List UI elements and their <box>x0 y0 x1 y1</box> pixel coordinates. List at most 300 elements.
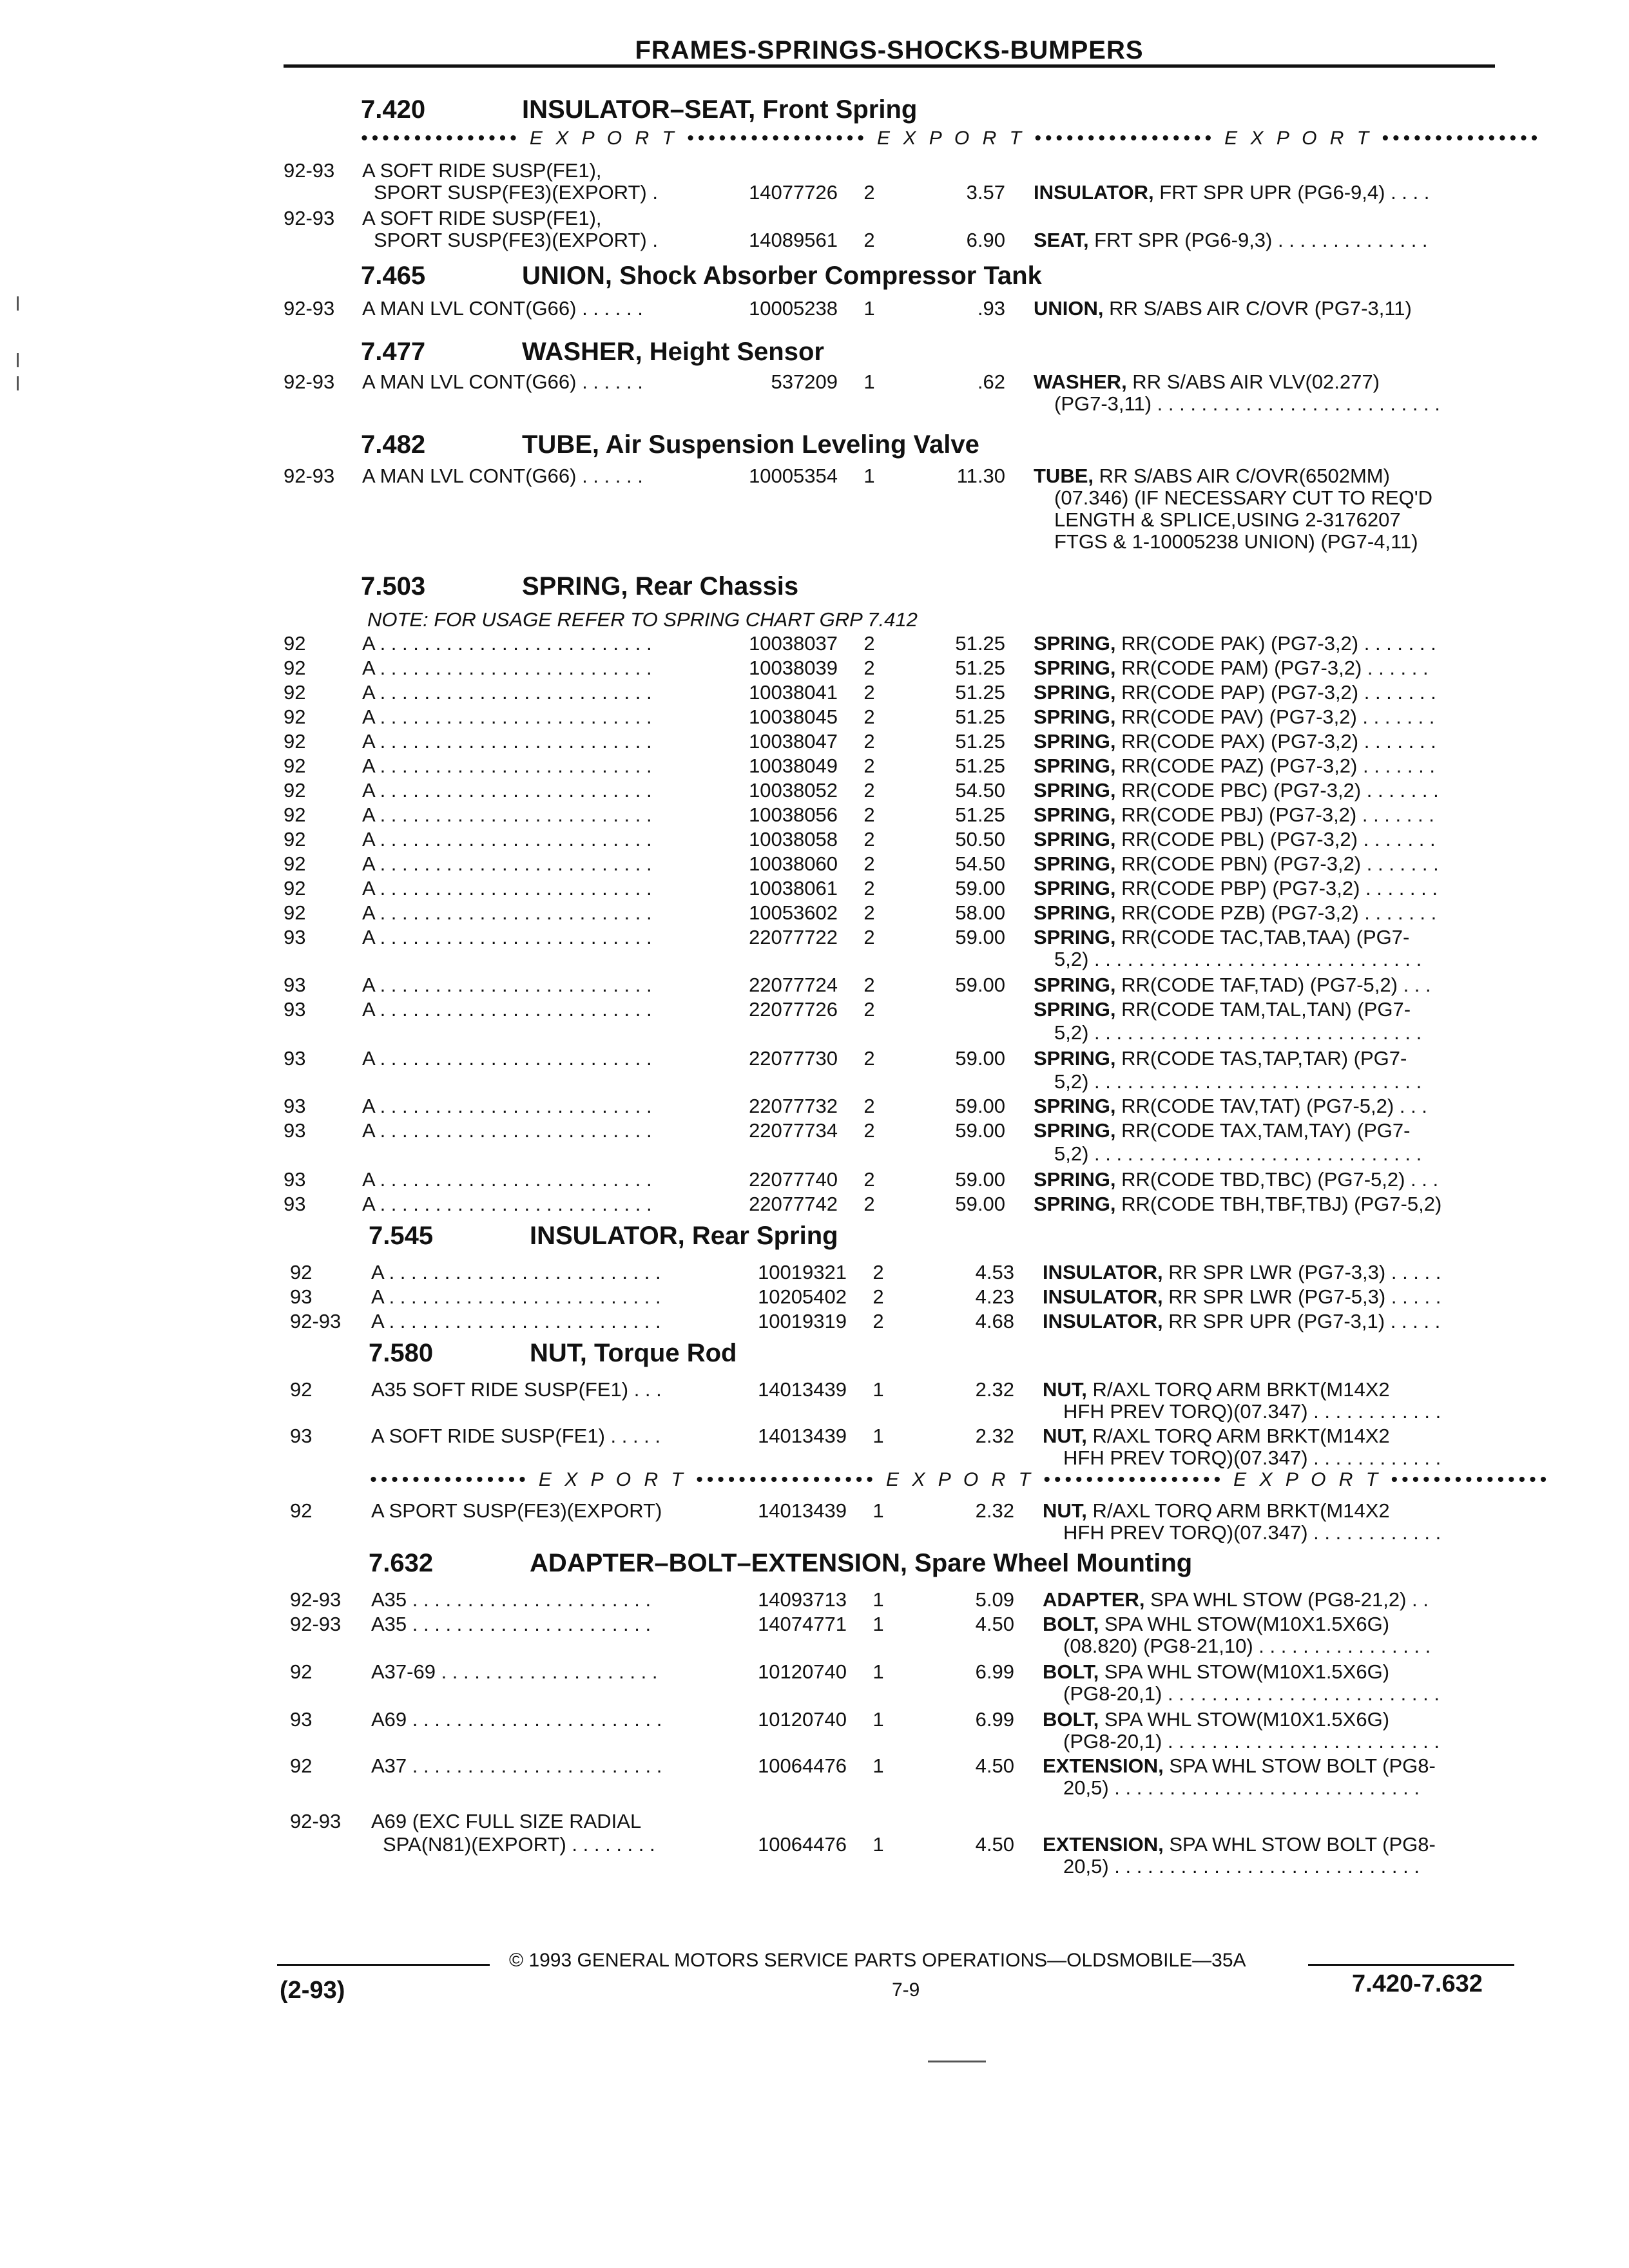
part-description-continued: LENGTH & SPLICE,USING 2-3176207 <box>1054 508 1401 531</box>
part-number: 10038058 <box>749 828 838 850</box>
part-number: 10019321 <box>758 1261 847 1283</box>
section-title: ADAPTER–BOLT–EXTENSION, Spare Wheel Mounting <box>530 1549 1193 1577</box>
part-number: 10005354 <box>749 465 838 487</box>
quantity: 2 <box>863 1047 875 1070</box>
part-name: SPRING, <box>1034 1095 1116 1117</box>
part-number: 10038056 <box>749 803 838 826</box>
model-usage: A . . . . . . . . . . . . . . . . . . . . . . . . . <box>362 1095 652 1117</box>
price: 4.53 <box>975 1261 1014 1283</box>
part-name: NUT, <box>1043 1499 1087 1522</box>
model-usage: A SPORT SUSP(FE3)(EXPORT) <box>371 1499 662 1522</box>
part-number: 10038060 <box>749 852 838 875</box>
part-name: SPRING, <box>1034 877 1116 899</box>
part-detail: FRT SPR (PG6-9,3) . . . . . . . . . . . . . . <box>1088 229 1428 251</box>
quantity: 1 <box>872 1499 884 1522</box>
model-year: 92 <box>290 1499 313 1522</box>
part-detail: RR(CODE PBN) (PG7-3,2) . . . . . . . <box>1115 852 1439 875</box>
quantity: 1 <box>872 1833 884 1856</box>
quantity: 2 <box>863 632 875 655</box>
price: 59.00 <box>955 1119 1005 1142</box>
part-name: INSULATOR, <box>1043 1285 1163 1308</box>
part-name: SPRING, <box>1034 730 1116 753</box>
scan-mark <box>17 353 19 367</box>
price: 4.50 <box>975 1613 1014 1635</box>
part-detail: SPA WHL STOW BOLT (PG8- <box>1163 1833 1436 1856</box>
part-number: 10120740 <box>758 1708 847 1731</box>
part-detail: R/AXL TORQ ARM BRKT(M14X2 <box>1086 1378 1390 1401</box>
price: 51.25 <box>955 681 1005 704</box>
section-number: 7.420 <box>361 95 426 124</box>
model-year: 92-93 <box>284 297 335 320</box>
part-detail: RR S/ABS AIR C/OVR(6502MM) <box>1094 465 1390 487</box>
part-name: WASHER, <box>1034 370 1127 393</box>
model-year: 92-93 <box>290 1810 342 1832</box>
part-number: 22077730 <box>749 1047 838 1070</box>
model-year: 92 <box>290 1261 313 1283</box>
part-detail: RR(CODE PAP) (PG7-3,2) . . . . . . . <box>1115 681 1436 704</box>
part-description-continued: 20,5) . . . . . . . . . . . . . . . . . . . . . . . . . . . . <box>1063 1776 1420 1799</box>
export-banner: ••••••••••••••• E X P O R T ••••••••••••••••• E X P O R T ••••••••••••••••• E X P O R T ••••••••••••••• <box>361 128 1541 149</box>
model-year: 92 <box>284 828 306 850</box>
model-year: 93 <box>284 1095 306 1117</box>
model-year: 92 <box>284 779 306 802</box>
section-title: INSULATOR–SEAT, Front Spring <box>522 95 918 124</box>
quantity: 2 <box>863 974 875 996</box>
part-description <box>1043 1499 1390 1523</box>
price: 4.50 <box>975 1833 1014 1856</box>
part-description <box>1034 729 1436 754</box>
part-number: 14093713 <box>758 1588 847 1611</box>
model-year: 92 <box>290 1660 313 1683</box>
part-number: 14013439 <box>758 1425 847 1447</box>
model-year: 92 <box>284 706 306 728</box>
price: 51.25 <box>955 657 1005 679</box>
quantity: 2 <box>863 901 875 924</box>
part-name: BOLT, <box>1043 1613 1099 1635</box>
part-name: SPRING, <box>1034 1168 1116 1191</box>
quantity: 2 <box>872 1285 884 1308</box>
model-usage: A . . . . . . . . . . . . . . . . . . . . . . . . . <box>362 730 652 753</box>
quantity: 2 <box>863 998 875 1021</box>
part-description <box>1034 803 1434 827</box>
section-number: 7.482 <box>361 430 426 459</box>
part-number: 10064476 <box>758 1754 847 1777</box>
price: 59.00 <box>955 1047 1005 1070</box>
part-detail: RR SPR LWR (PG7-3,3) . . . . . <box>1162 1261 1441 1283</box>
quantity: 1 <box>863 370 875 393</box>
export-banner: ••••••••••••••• E X P O R T ••••••••••••••••• E X P O R T ••••••••••••••••• E X P O R T ••••••••••••••• <box>370 1469 1550 1490</box>
scan-mark <box>928 2061 986 2062</box>
model-usage: A . . . . . . . . . . . . . . . . . . . . . . . . . <box>371 1261 661 1283</box>
part-name: SPRING, <box>1034 803 1116 826</box>
section-title: NUT, Torque Rod <box>530 1339 737 1367</box>
model-usage: A37 . . . . . . . . . . . . . . . . . . . . . . . <box>371 1754 662 1777</box>
quantity: 1 <box>863 465 875 487</box>
price: 59.00 <box>955 877 1005 899</box>
quantity: 2 <box>863 877 875 899</box>
part-name: SEAT, <box>1034 229 1089 251</box>
quantity: 2 <box>863 828 875 850</box>
part-description <box>1034 631 1436 656</box>
model-usage: A69 . . . . . . . . . . . . . . . . . . . . . . . <box>371 1708 662 1731</box>
part-number: 10038052 <box>749 779 838 802</box>
part-detail: RR(CODE PBC) (PG7-3,2) . . . . . . . <box>1115 779 1439 802</box>
price: 59.00 <box>955 1193 1005 1215</box>
part-number: 10038041 <box>749 681 838 704</box>
scan-mark <box>17 376 19 390</box>
footer-page-number: 7-9 <box>892 1979 920 2001</box>
model-usage: A . . . . . . . . . . . . . . . . . . . . . . . . . <box>362 632 652 655</box>
part-detail: FRT SPR UPR (PG6-9,4) . . . . <box>1153 181 1430 204</box>
part-number: 537209 <box>771 370 838 393</box>
model-usage: A SOFT RIDE SUSP(FE1), <box>362 159 602 182</box>
part-detail: RR S/ABS AIR C/OVR (PG7-3,11) <box>1103 297 1412 320</box>
part-description <box>1034 228 1428 253</box>
quantity: 1 <box>872 1754 884 1777</box>
part-name: SPRING, <box>1034 998 1116 1021</box>
price: 59.00 <box>955 926 1005 948</box>
section-title: SPRING, Rear Chassis <box>522 572 799 601</box>
quantity: 2 <box>863 1119 875 1142</box>
model-usage: A . . . . . . . . . . . . . . . . . . . . . . . . . <box>371 1310 661 1332</box>
quantity: 2 <box>863 706 875 728</box>
part-description <box>1043 1707 1389 1732</box>
part-description <box>1034 827 1436 852</box>
model-usage: A35 . . . . . . . . . . . . . . . . . . . . . . <box>371 1613 651 1635</box>
section-title: TUBE, Air Suspension Leveling Valve <box>522 430 979 459</box>
part-description-continued: (PG8-20,1) . . . . . . . . . . . . . . . . . . . . . . . . . <box>1063 1730 1440 1753</box>
part-detail: RR(CODE PAK) (PG7-3,2) . . . . . . . <box>1115 632 1436 655</box>
model-usage-continued: SPORT SUSP(FE3)(EXPORT) . <box>374 181 658 204</box>
part-number: 22077726 <box>749 998 838 1021</box>
part-description <box>1034 705 1434 729</box>
part-description-continued: FTGS & 1-10005238 UNION) (PG7-4,11) <box>1054 530 1418 553</box>
price: 6.90 <box>966 229 1005 251</box>
part-description <box>1034 876 1438 901</box>
section-number: 7.465 <box>361 262 426 290</box>
model-year: 93 <box>284 1168 306 1191</box>
model-usage: A . . . . . . . . . . . . . . . . . . . . . . . . . <box>362 1193 652 1215</box>
model-usage: A SOFT RIDE SUSP(FE1), <box>362 207 602 229</box>
model-usage: A . . . . . . . . . . . . . . . . . . . . . . . . . <box>362 974 652 996</box>
model-usage: A35 SOFT RIDE SUSP(FE1) . . . <box>371 1378 662 1401</box>
footer-rule-left <box>277 1964 490 1966</box>
part-name: INSULATOR, <box>1043 1261 1163 1283</box>
part-name: SPRING, <box>1034 681 1116 704</box>
part-detail: RR(CODE PBP) (PG7-3,2) . . . . . . . <box>1115 877 1438 899</box>
part-detail: RR(CODE TAM,TAL,TAN) (PG7- <box>1115 998 1411 1021</box>
part-description <box>1043 1832 1436 1857</box>
part-description <box>1034 680 1436 705</box>
model-usage: A MAN LVL CONT(G66) . . . . . . <box>362 465 643 487</box>
part-name: INSULATOR, <box>1034 181 1154 204</box>
part-detail: RR(CODE TAX,TAM,TAY) (PG7- <box>1115 1119 1411 1142</box>
model-year: 92-93 <box>290 1588 342 1611</box>
part-name: INSULATOR, <box>1043 1310 1163 1332</box>
model-year: 92-93 <box>284 207 335 229</box>
model-usage: A . . . . . . . . . . . . . . . . . . . . . . . . . <box>362 803 652 826</box>
quantity: 2 <box>863 803 875 826</box>
price: 58.00 <box>955 901 1005 924</box>
part-name: SPRING, <box>1034 852 1116 875</box>
part-number: 22077732 <box>749 1095 838 1117</box>
quantity: 2 <box>863 181 875 204</box>
part-name: EXTENSION, <box>1043 1833 1164 1856</box>
part-name: NUT, <box>1043 1425 1087 1447</box>
quantity: 2 <box>863 730 875 753</box>
model-year: 93 <box>284 1119 306 1142</box>
model-year: 93 <box>284 998 306 1021</box>
model-usage: A . . . . . . . . . . . . . . . . . . . . . . . . . <box>362 754 652 777</box>
model-year: 92 <box>284 730 306 753</box>
part-number: 22077740 <box>749 1168 838 1191</box>
part-name: ADAPTER, <box>1043 1588 1145 1611</box>
part-number: 14077726 <box>749 181 838 204</box>
model-year: 92 <box>284 754 306 777</box>
part-name: SPRING, <box>1034 974 1116 996</box>
part-detail: R/AXL TORQ ARM BRKT(M14X2 <box>1086 1499 1390 1522</box>
part-description <box>1043 1424 1390 1448</box>
model-usage: A . . . . . . . . . . . . . . . . . . . . . . . . . <box>362 706 652 728</box>
part-description <box>1034 778 1439 803</box>
part-name: SPRING, <box>1034 926 1116 948</box>
part-description <box>1043 1285 1441 1309</box>
model-usage: A MAN LVL CONT(G66) . . . . . . <box>362 297 643 320</box>
part-description <box>1034 901 1436 925</box>
quantity: 1 <box>872 1708 884 1731</box>
model-usage: A37-69 . . . . . . . . . . . . . . . . . . . . <box>371 1660 658 1683</box>
price: 6.99 <box>975 1708 1014 1731</box>
model-year: 92 <box>290 1378 313 1401</box>
price: 4.23 <box>975 1285 1014 1308</box>
part-number: 10019319 <box>758 1310 847 1332</box>
part-description <box>1034 1094 1427 1119</box>
model-year: 92-93 <box>290 1613 342 1635</box>
price: 54.50 <box>955 779 1005 802</box>
part-name: TUBE, <box>1034 465 1094 487</box>
footer-rule-right <box>1308 1964 1514 1966</box>
model-usage: A . . . . . . . . . . . . . . . . . . . . . . . . . <box>362 998 652 1021</box>
part-name: SPRING, <box>1034 901 1116 924</box>
part-description <box>1043 1588 1429 1612</box>
price: 2.32 <box>975 1425 1014 1447</box>
part-detail: RR(CODE TAF,TAD) (PG7-5,2) . . . <box>1115 974 1431 996</box>
part-number: 10205402 <box>758 1285 847 1308</box>
price: 2.32 <box>975 1499 1014 1522</box>
part-number: 14089561 <box>749 229 838 251</box>
part-detail: RR(CODE TAS,TAP,TAR) (PG7- <box>1115 1047 1407 1070</box>
model-year: 92 <box>284 803 306 826</box>
quantity: 1 <box>872 1660 884 1683</box>
quantity: 2 <box>863 1095 875 1117</box>
part-detail: RR(CODE PZB) (PG7-3,2) . . . . . . . <box>1115 901 1437 924</box>
price: 4.50 <box>975 1754 1014 1777</box>
price: 59.00 <box>955 1095 1005 1117</box>
part-number: 10038049 <box>749 754 838 777</box>
part-description <box>1034 1168 1438 1192</box>
part-number: 14013439 <box>758 1378 847 1401</box>
part-detail: RR(CODE TBH,TBF,TBJ) (PG7-5,2) <box>1115 1193 1442 1215</box>
part-description <box>1034 656 1429 680</box>
part-name: SPRING, <box>1034 1047 1116 1070</box>
part-description-continued: 5,2) . . . . . . . . . . . . . . . . . . . . . . . . . . . . . . <box>1054 1070 1422 1093</box>
part-description <box>1043 1309 1440 1334</box>
model-year: 92-93 <box>290 1310 342 1332</box>
model-year: 92 <box>290 1754 313 1777</box>
quantity: 2 <box>863 1168 875 1191</box>
page-header-title: FRAMES-SPRINGS-SHOCKS-BUMPERS <box>635 36 1144 64</box>
price: 51.25 <box>955 706 1005 728</box>
part-description-continued: HFH PREV TORQ)(07.347) . . . . . . . . . . . . <box>1063 1521 1441 1544</box>
quantity: 2 <box>863 779 875 802</box>
part-description-continued: HFH PREV TORQ)(07.347) . . . . . . . . . . . . <box>1063 1446 1441 1469</box>
part-number: 10038045 <box>749 706 838 728</box>
model-year: 92 <box>284 632 306 655</box>
part-detail: SPA WHL STOW (PG8-21,2) . . <box>1144 1588 1429 1611</box>
model-usage: A . . . . . . . . . . . . . . . . . . . . . . . . . <box>362 828 652 850</box>
part-number: 10005238 <box>749 297 838 320</box>
part-number: 10120740 <box>758 1660 847 1683</box>
section-title: WASHER, Height Sensor <box>522 338 824 366</box>
part-number: 10038039 <box>749 657 838 679</box>
model-usage: A . . . . . . . . . . . . . . . . . . . . . . . . . <box>362 1168 652 1191</box>
part-number: 14074771 <box>758 1613 847 1635</box>
part-detail: SPA WHL STOW BOLT (PG8- <box>1163 1754 1436 1777</box>
part-name: SPRING, <box>1034 632 1116 655</box>
footer-copyright: © 1993 GENERAL MOTORS SERVICE PARTS OPERATIONS—OLDSMOBILE—35A <box>509 1950 1246 1971</box>
model-usage: A . . . . . . . . . . . . . . . . . . . . . . . . . <box>362 657 652 679</box>
model-usage-continued: SPA(N81)(EXPORT) . . . . . . . . <box>383 1833 655 1856</box>
part-description <box>1043 1660 1389 1684</box>
part-detail: RR(CODE PAM) (PG7-3,2) . . . . . . <box>1115 657 1429 679</box>
part-detail: RR SPR UPR (PG7-3,1) . . . . . <box>1162 1310 1441 1332</box>
price: 51.25 <box>955 754 1005 777</box>
model-usage: A . . . . . . . . . . . . . . . . . . . . . . . . . <box>362 779 652 802</box>
part-detail: RR(CODE TAC,TAB,TAA) (PG7- <box>1115 926 1410 948</box>
section-number: 7.632 <box>369 1549 434 1577</box>
part-description <box>1034 1119 1410 1143</box>
part-detail: RR S/ABS AIR VLV(02.277) <box>1126 370 1380 393</box>
part-name: SPRING, <box>1034 706 1116 728</box>
price: 59.00 <box>955 974 1005 996</box>
part-description-continued: 5,2) . . . . . . . . . . . . . . . . . . . . . . . . . . . . . . <box>1054 948 1422 970</box>
model-year: 92 <box>284 657 306 679</box>
model-year: 92-93 <box>284 159 335 182</box>
quantity: 2 <box>872 1261 884 1283</box>
part-name: NUT, <box>1043 1378 1087 1401</box>
price: 4.68 <box>975 1310 1014 1332</box>
header-rule <box>284 64 1495 68</box>
quantity: 2 <box>863 754 875 777</box>
part-name: BOLT, <box>1043 1708 1099 1731</box>
section-number: 7.545 <box>369 1222 434 1250</box>
part-detail: RR(CODE PBL) (PG7-3,2) . . . . . . . <box>1115 828 1436 850</box>
price: .62 <box>977 370 1005 393</box>
price: 59.00 <box>955 1168 1005 1191</box>
section-title: INSULATOR, Rear Spring <box>530 1222 838 1250</box>
part-description-continued: (07.346) (IF NECESSARY CUT TO REQ'D <box>1054 486 1433 509</box>
price: 51.25 <box>955 803 1005 826</box>
part-detail: RR(CODE TAV,TAT) (PG7-5,2) . . . <box>1115 1095 1427 1117</box>
part-description <box>1043 1754 1436 1778</box>
section-number: 7.503 <box>361 572 426 601</box>
part-number: 22077734 <box>749 1119 838 1142</box>
part-name: UNION, <box>1034 297 1104 320</box>
price: 5.09 <box>975 1588 1014 1611</box>
model-year: 93 <box>284 1047 306 1070</box>
part-detail: RR(CODE TBD,TBC) (PG7-5,2) . . . <box>1115 1168 1439 1191</box>
model-usage: A . . . . . . . . . . . . . . . . . . . . . . . . . <box>362 901 652 924</box>
price: 2.32 <box>975 1378 1014 1401</box>
model-year: 93 <box>284 974 306 996</box>
part-description <box>1034 296 1412 321</box>
part-detail: SPA WHL STOW(M10X1.5X6G) <box>1099 1708 1390 1731</box>
part-detail: RR SPR LWR (PG7-5,3) . . . . . <box>1162 1285 1441 1308</box>
section-number: 7.580 <box>369 1339 434 1367</box>
part-name: SPRING, <box>1034 754 1116 777</box>
model-usage: A35 . . . . . . . . . . . . . . . . . . . . . . <box>371 1588 651 1611</box>
part-description-continued: 5,2) . . . . . . . . . . . . . . . . . . . . . . . . . . . . . . <box>1054 1142 1422 1165</box>
quantity: 1 <box>872 1378 884 1401</box>
price: 3.57 <box>966 181 1005 204</box>
part-name: SPRING, <box>1034 1193 1116 1215</box>
part-number: 14013439 <box>758 1499 847 1522</box>
model-usage: A . . . . . . . . . . . . . . . . . . . . . . . . . <box>362 852 652 875</box>
part-name: SPRING, <box>1034 828 1116 850</box>
model-year: 92-93 <box>284 465 335 487</box>
quantity: 1 <box>872 1588 884 1611</box>
part-description <box>1043 1378 1390 1402</box>
model-year: 93 <box>284 1193 306 1215</box>
part-description-continued: 20,5) . . . . . . . . . . . . . . . . . . . . . . . . . . . . <box>1063 1855 1420 1878</box>
quantity: 2 <box>863 657 875 679</box>
part-description <box>1043 1612 1389 1637</box>
part-name: EXTENSION, <box>1043 1754 1164 1777</box>
part-description-continued: HFH PREV TORQ)(07.347) . . . . . . . . . . . . <box>1063 1400 1441 1423</box>
model-usage-continued: SPORT SUSP(FE3)(EXPORT) . <box>374 229 658 251</box>
part-detail: SPA WHL STOW(M10X1.5X6G) <box>1099 1613 1390 1635</box>
model-usage: A . . . . . . . . . . . . . . . . . . . . . . . . . <box>371 1285 661 1308</box>
price: 51.25 <box>955 730 1005 753</box>
part-description <box>1034 973 1431 997</box>
part-detail: RR(CODE PAZ) (PG7-3,2) . . . . . . . <box>1115 754 1435 777</box>
model-year: 93 <box>290 1708 313 1731</box>
part-number: 22077722 <box>749 926 838 948</box>
model-year: 92 <box>284 901 306 924</box>
footer-date: (2-93) <box>280 1977 345 2004</box>
model-usage: A69 (EXC FULL SIZE RADIAL <box>371 1810 642 1832</box>
part-name: SPRING, <box>1034 1119 1116 1142</box>
part-name: BOLT, <box>1043 1660 1099 1683</box>
price: 51.25 <box>955 632 1005 655</box>
model-year: 92 <box>284 681 306 704</box>
part-description <box>1034 180 1429 205</box>
quantity: 2 <box>872 1310 884 1332</box>
quantity: 2 <box>863 852 875 875</box>
quantity: 2 <box>863 229 875 251</box>
quantity: 2 <box>863 1193 875 1215</box>
part-name: SPRING, <box>1034 657 1116 679</box>
model-year: 92 <box>284 852 306 875</box>
model-usage: A . . . . . . . . . . . . . . . . . . . . . . . . . <box>362 1047 652 1070</box>
quantity: 2 <box>863 681 875 704</box>
part-detail: RR(CODE PAX) (PG7-3,2) . . . . . . . <box>1115 730 1436 753</box>
section-note: NOTE: FOR USAGE REFER TO SPRING CHART GRP 7.412 <box>367 608 918 631</box>
part-description <box>1034 852 1439 876</box>
model-usage: A . . . . . . . . . . . . . . . . . . . . . . . . . <box>362 926 652 948</box>
part-detail: RR(CODE PBJ) (PG7-3,2) . . . . . . . <box>1115 803 1434 826</box>
model-usage: A SOFT RIDE SUSP(FE1) . . . . . <box>371 1425 661 1447</box>
